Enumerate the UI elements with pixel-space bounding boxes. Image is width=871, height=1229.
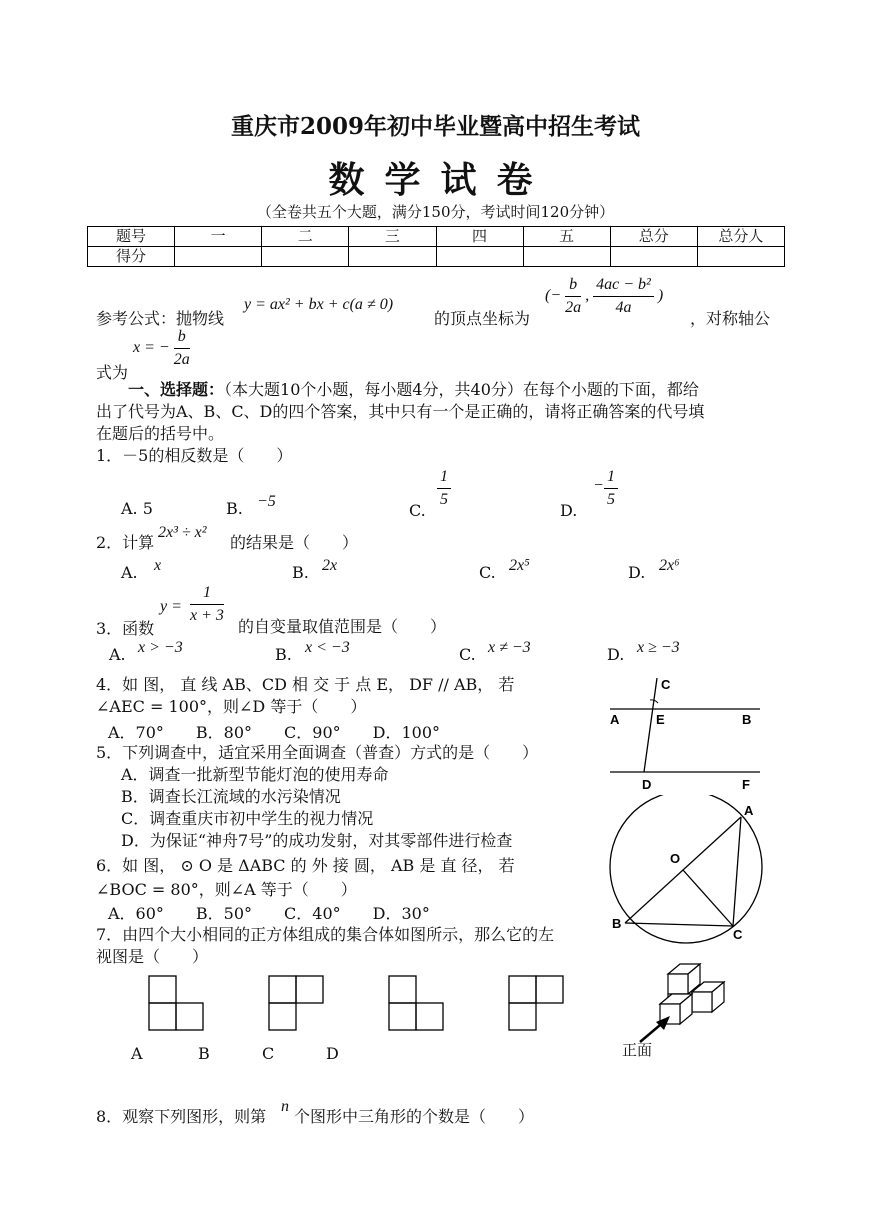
q7-view-d — [509, 976, 563, 1030]
section1-desc3: 在题后的括号中。 — [96, 424, 225, 443]
segment-ac — [733, 817, 741, 926]
q7-label-b: B — [198, 1044, 210, 1063]
vertex-frac-4ac — [593, 274, 654, 319]
q1-option-d-sign: − — [593, 477, 604, 494]
q2-stem-post: 的结果是（ ） — [230, 533, 359, 552]
q2-option-d-label: D. — [628, 563, 646, 582]
q4-line2: ∠AEC = 100°，则∠D 等于（ ） — [96, 697, 367, 716]
q5-option-d: D．为保证“神舟7号”的成功发射，对其零部件进行检查 — [121, 831, 513, 850]
score-blank-cell — [610, 247, 697, 267]
q3-option-a-label: A. — [109, 645, 126, 664]
q2-stem-pre: 2．计算 — [96, 533, 155, 552]
q3-frac — [190, 582, 224, 627]
score-blank-cell — [175, 247, 262, 267]
q2-option-b-label: B. — [292, 563, 309, 582]
vertex-formula — [545, 274, 663, 319]
q5-stem: 5．下列调查中，适宜采用全面调查（普查）方式的是（ ） — [96, 743, 539, 762]
score-table-score-row — [88, 247, 785, 267]
q7-view-a — [149, 976, 203, 1030]
score-cell: 得分 — [88, 247, 175, 267]
q7-view-b — [269, 976, 323, 1030]
score-blank-cell — [262, 247, 349, 267]
score-blank-cell — [349, 247, 436, 267]
q1-option-d-label: D. — [560, 501, 578, 520]
label-c: C — [733, 927, 743, 942]
frac-den: 2a — [173, 351, 190, 368]
score-blank-cell — [697, 247, 784, 267]
circumcircle — [610, 795, 762, 943]
q1-stem: 1．－5的相反数是（ ） — [96, 446, 293, 465]
q3-y: y = — [160, 598, 182, 615]
q3-option-b: x < −3 — [305, 639, 350, 656]
q3-option-a: x > −3 — [138, 639, 183, 656]
q1-option-d — [604, 466, 618, 511]
q5-option-a: A．调查一批新型节能灯泡的使用寿命 — [121, 765, 389, 784]
q6-figure — [600, 795, 770, 950]
label-a: A — [610, 712, 620, 727]
q7-front-label: 正面 — [622, 1041, 653, 1059]
label-b: B — [742, 712, 752, 727]
score-cell: 题号 — [88, 227, 175, 247]
q4-options: A．70° B．80° C．90° D．100° — [108, 723, 441, 742]
q7-solid — [660, 964, 724, 1024]
axis-text2: 式为 — [96, 363, 129, 382]
q2-option-a-label: A. — [121, 563, 138, 582]
label-c: C — [661, 677, 671, 692]
frac-num: b — [565, 274, 581, 297]
score-cell: 一 — [175, 227, 262, 247]
vertex-text: 的顶点坐标为 — [434, 309, 531, 328]
label-o: O — [670, 851, 681, 866]
q5-option-c: C．调查重庆市初中学生的视力情况 — [121, 809, 374, 828]
q1-option-a: A. 5 — [121, 499, 153, 518]
q3-option-d-label: D. — [607, 645, 625, 664]
vertex-close: ) — [657, 287, 664, 305]
frac-den: x + 3 — [190, 607, 224, 624]
vertex-open: (− — [545, 287, 562, 305]
subject-title: 数学试卷 — [328, 159, 553, 201]
frac-num: b — [174, 326, 190, 349]
q2-option-c-label: C. — [479, 563, 496, 582]
axis-text: ，对称轴公 — [690, 309, 771, 328]
score-blank-cell — [436, 247, 523, 267]
q7-label-d: D — [326, 1044, 339, 1063]
axis-formula — [133, 326, 190, 371]
q5-option-b: B．调查长江流域的水污染情况 — [121, 787, 341, 806]
frac-den: 2a — [565, 299, 582, 316]
q4-figure — [600, 670, 770, 800]
q6-options: A．60° B．50° C．40° D．30° — [108, 904, 430, 923]
score-cell: 三 — [349, 227, 436, 247]
section1-intro — [96, 379, 776, 445]
score-blank-cell — [523, 247, 610, 267]
q3-option-d: x ≥ −3 — [637, 639, 680, 656]
label-b: B — [612, 916, 622, 931]
frac-num: 1 — [190, 582, 224, 605]
label-d: D — [642, 777, 652, 792]
q4-line1: 4．如 图， 直 线 AB、CD 相 交 于 点 E， DF // AB， 若 — [96, 675, 515, 694]
axis-frac — [174, 326, 190, 371]
q1-option-c — [437, 466, 451, 511]
segment-bc — [625, 923, 733, 926]
q2-option-c: 2x⁵ — [509, 557, 530, 574]
score-cell: 总分人 — [697, 227, 784, 247]
q3-stem-pre: 3．函数 — [96, 619, 155, 638]
axis-eq: x = − — [133, 339, 170, 357]
label-e: E — [656, 712, 665, 727]
q1-option-b: −5 — [257, 493, 276, 510]
q3-stem-post: 的自变量取值范围是（ ） — [238, 617, 447, 636]
frac-num: 4ac − b² — [593, 274, 654, 297]
q2-option-d: 2x⁶ — [659, 557, 680, 574]
section1-desc2: 出了代号为A、B、C、D的四个答案，其中只有一个是正确的，请将正确答案的代号填 — [96, 402, 705, 421]
label-a: A — [744, 803, 754, 818]
exam-note: （全卷共五个大题，满分150分，考试时间120分钟） — [256, 203, 615, 221]
vertex-frac-b — [565, 274, 581, 319]
q3-option-c: x ≠ −3 — [488, 639, 531, 656]
frac-den: 5 — [440, 491, 448, 508]
label-f: F — [742, 777, 750, 792]
score-cell: 四 — [436, 227, 523, 247]
segment-oc — [683, 870, 733, 926]
q2-option-b: 2x — [322, 557, 338, 574]
frac-den: 5 — [607, 491, 615, 508]
frac-num: 1 — [604, 466, 618, 489]
q6-line2: ∠BOC = 80°，则∠A 等于（ ） — [96, 880, 357, 899]
q8-stem-pre: 8．观察下列图形，则第 — [96, 1107, 267, 1126]
exam-title: 重庆市2009年初中毕业暨高中招生考试 — [230, 113, 640, 140]
q1-option-c-label: C. — [409, 501, 426, 520]
q8-stem-post: 个图形中三角形的个数是（ ） — [294, 1107, 535, 1126]
score-table — [87, 226, 785, 267]
q6-line1: 6．如 图， ⊙ O 是 ΔABC 的 外 接 圆， AB 是 直 径， 若 — [96, 856, 515, 875]
q7-label-c: C — [262, 1044, 275, 1063]
q7-line2: 视图是（ ） — [96, 947, 209, 966]
q1-option-b-label: B. — [226, 499, 243, 518]
section1-desc1: （本大题10个小题，每小题4分，共40分）在每个小题的下面，都给 — [224, 380, 699, 399]
formula-prefix: 参考公式：抛物线 — [96, 309, 225, 328]
q2-expr: 2x³ ÷ x² — [158, 524, 207, 541]
q3-option-c-label: C. — [459, 645, 476, 664]
score-cell: 二 — [262, 227, 349, 247]
q2-option-a: x — [154, 557, 162, 574]
vertex-comma: , — [585, 287, 590, 305]
section1-label: 一、选择题： — [128, 380, 225, 399]
score-cell: 五 — [523, 227, 610, 247]
q3-option-b-label: B. — [275, 645, 292, 664]
score-table-header-row — [88, 227, 785, 247]
q7-label-a: A — [131, 1044, 143, 1063]
score-cell: 总分 — [610, 227, 697, 247]
q7-view-c — [389, 976, 443, 1030]
frac-num: 1 — [437, 466, 451, 489]
frac-den: 4a — [615, 299, 632, 316]
q7-figures — [120, 960, 760, 1070]
parabola-expr: y = ax² + bx + c(a ≠ 0) — [244, 296, 394, 313]
q7-line1: 7．由四个大小相同的正方体组成的集合体如图所示，那么它的左 — [96, 925, 555, 944]
q8-n: n — [281, 1098, 289, 1115]
